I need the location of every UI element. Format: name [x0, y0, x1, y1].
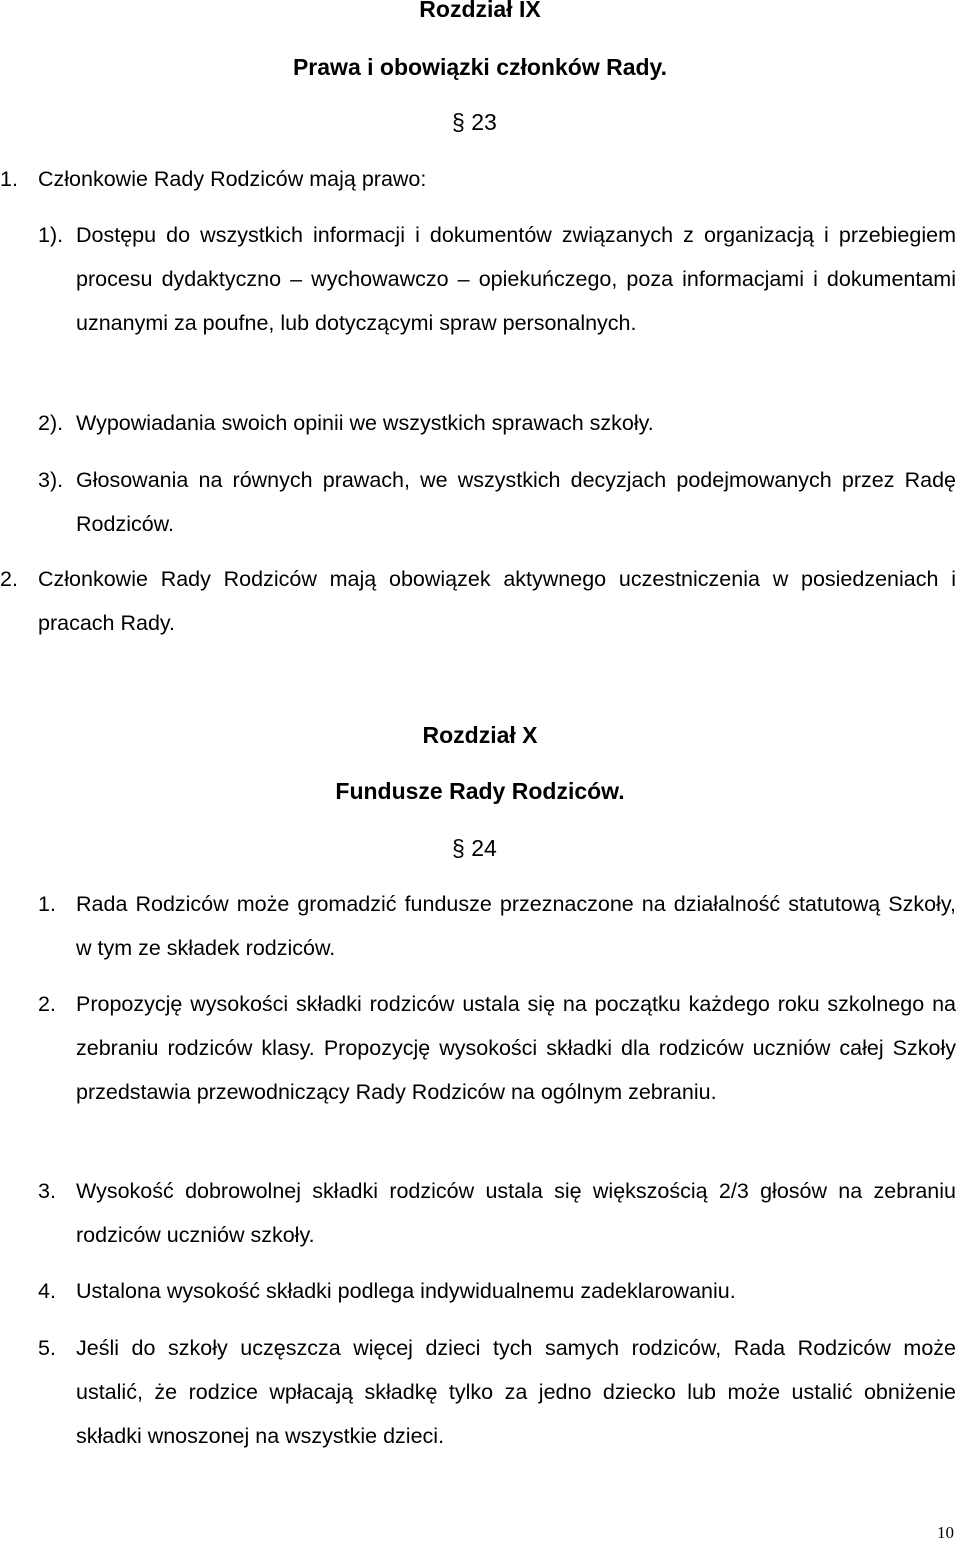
- section-23-heading: [452, 109, 497, 136]
- item-text: Członkowie Rady Rodziców mają prawo:: [38, 167, 427, 191]
- item-text: Rada Rodziców może gromadzić fundusze przeznaczone na działalność statutową Szkoły, w tym ze składek rodziców.: [76, 892, 956, 960]
- chapter-10-subtitle: Fundusze Rady Rodziców.: [335, 778, 625, 804]
- subitem-text: Głosowania na równych prawach, we wszystkich decyzjach podejmowanych przez Radę Rodziców.: [76, 468, 956, 536]
- chapter-9-title: Rozdział IX: [419, 0, 541, 22]
- subitem-number: 3).: [38, 468, 64, 492]
- subitem-number: 2).: [38, 411, 64, 435]
- section-number: 23: [471, 109, 497, 135]
- item-text: Ustalona wysokość składki podlega indywidualnemu zadeklarowaniu.: [76, 1279, 736, 1303]
- page-number: 10: [937, 1523, 954, 1542]
- item-text: Wysokość dobrowolnej składki rodziców ustala się większością 2/3 głosów na zebraniu rodziców uczniów szkoły.: [76, 1179, 956, 1247]
- chapter-9-subtitle: Prawa i obowiązki członków Rady.: [292, 54, 668, 80]
- subitem-text: Wypowiadania swoich opinii we wszystkich sprawach szkoły.: [76, 411, 654, 435]
- section-symbol: §: [452, 109, 465, 135]
- item-number: 1.: [0, 167, 18, 191]
- item-text: Członkowie Rady Rodziców mają obowiązek aktywnego uczestniczenia w posiedzeniach i pracach Rady.: [38, 567, 956, 635]
- item-number: 3.: [38, 1179, 56, 1203]
- item-number: 2.: [38, 992, 56, 1016]
- chapter-10-title: Rozdział X: [422, 722, 538, 748]
- subitem-number: 1).: [38, 223, 64, 247]
- section-24-heading: [452, 835, 497, 862]
- subitem-text: Dostępu do wszystkich informacji i dokumentów związanych z organizacją i przebiegiem procesu dydaktyczno – wychowawczo – opiekuńczego, poza informacjami i dokumentami uznanymi za poufne, lub dotyczącymi spraw personalnych.: [76, 223, 956, 335]
- item-text: Jeśli do szkoły uczęszcza więcej dzieci tych samych rodziców, Rada Rodziców może ustalić, że rodzice wpłacają składkę tylko za jedno dziecko lub może ustalić obniżenie składki wnoszonej na wszystkie dzieci.: [76, 1336, 956, 1448]
- item-number: 4.: [38, 1279, 56, 1303]
- item-number: 5.: [38, 1336, 56, 1360]
- item-number: 1.: [38, 892, 56, 916]
- section-symbol: §: [452, 835, 465, 861]
- item-text: Propozycję wysokości składki rodziców ustala się na początku każdego roku szkolnego na zebraniu rodziców klasy. Propozycję wysokości składki dla rodziców uczniów całej Szkoły przedstawia przewodniczący Rady Rodziców na ogólnym zebraniu.: [76, 992, 956, 1104]
- item-number: 2.: [0, 567, 18, 591]
- section-number: 24: [471, 835, 497, 861]
